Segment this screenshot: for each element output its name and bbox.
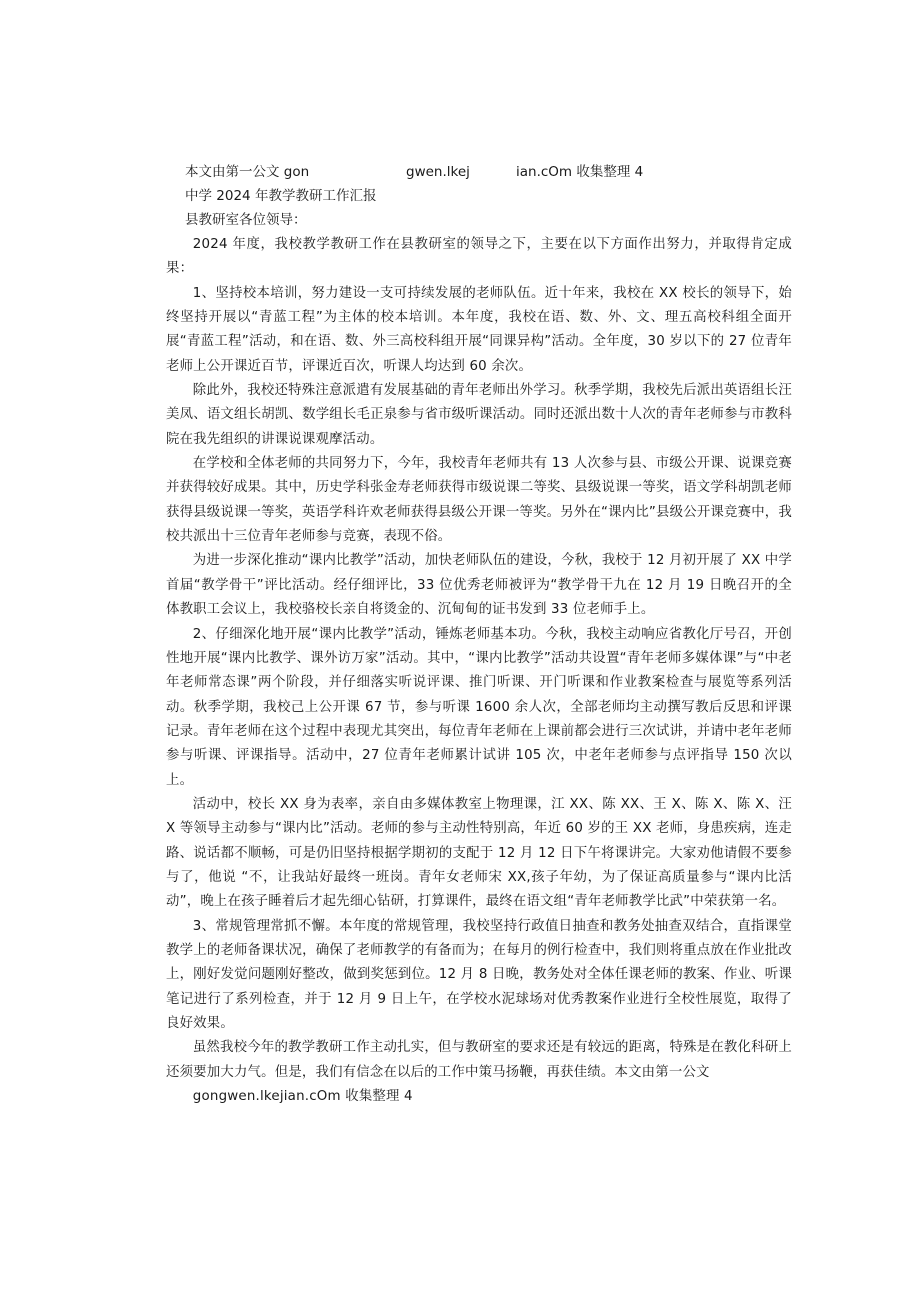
paragraph-competition-results: 在学校和全体老师的共同努力下，今年，我校青年老师共有 13 人次参与县、市级公开课、说课竞赛并获得较好成果。其中，历史学科张金寿老师获得市级说课二等奖、县级说课一等奖，语文学科胡凯老师获得县级说课一等奖，英语学科许欢老师获得县级公开课一等奖。另外在“课内比”县级公开课竞赛中，我校共派出十三位青年老师参与竞赛，表现不俗。 — [166, 456, 792, 545]
paragraph-routine-management: 3、常规管理常抓不懈。本年度的常规管理，我校坚持行政值日抽查和教务处抽查双结合，直指课堂教学上的老师备课状况，确保了老师教学的有备而为；在每月的例行检查中，我们则将重点放在作业批改上，刚好发觉问题刚好整改，做到奖惩到位。12 月 8 日晚，教务处对全体任课老师的教案、作业、听课笔记进行了系列检查，并于 12 月 9 日上午，在学校水泥球场对优秀教案作业进行全校性展览，取得了良好效果。 — [166, 918, 792, 1031]
paragraph-in-class-competition: 2、仔细深化地开展“课内比教学”活动，锤炼老师基本功。今秋，我校主动响应省教化厅号召，开创性地开展“课内比教学、课外访万家”活动。其中，“课内比教学”活动共设置“青年老师多媒体课”与“中老年老师常态课”两个阶段，并仔细落实听说评课、推门听课、开门听课和作业教案检查与展览等系列活动。秋季学期，我校己上公开课 67 节，参与听课 1600 余人次，全部老师均主动撰写教后反思和评课记录。青年老师在这个过程中表现尤其突出，每位青年老师在上课前都会进行三次试讲，并请中老年老师参与听课、评课指导。活动中，27 位青年老师累计试讲 105 次，中老年老师参与点评指导 150 次以上。 — [166, 626, 792, 788]
paragraph-outside-study: 除此外，我校还特殊注意派遣有发展基础的青年老师出外学习。秋季学期，我校先后派出英语组长汪美凤、语文组长胡凯、数学组长毛正泉参与省市级听课活动。同时还派出数十人次的青年老师参与市教科院在我先组织的讲课说课观摩活动。 — [166, 383, 792, 447]
paragraph-school-training: 1、坚持校本培训，努力建设一支可持续发展的老师队伍。近十年来，我校在 XX 校长的领导下，始终坚持开展以“青蓝工程”为主体的校本培训。本年度，我校在语、数、外、文、理五高校科组全面开展“青蓝工程”活动，和在语、数、外三高校科组开展“同课异构”活动。全年度，30 岁以下的 27 位青年老师上公开课近百节，评课近百次，听课人均达到 60 余次。 — [166, 285, 792, 374]
source-footer: gongwen.lkejian.cOm 收集整理 4 — [192, 1089, 413, 1105]
source-header — [185, 162, 745, 182]
source-header-part-3: ian.cOm 收集整理 4 — [516, 164, 644, 180]
source-header-part-2: gwen.lkej — [406, 164, 470, 180]
paragraph-conclusion: 虽然我校今年的教学教研工作主动扎实，但与教研室的要求还是有较远的距离，特殊是在教化科研上还须要加大力气。但是，我们有信念在以后的工作中策马扬鞭，再获佳绩。本文由第一公文 — [166, 1040, 792, 1080]
document-body — [166, 233, 792, 1109]
source-header-part-1: 本文由第一公文 gon — [185, 164, 310, 180]
document-title: 中学 2024 年教学教研工作汇报 — [185, 188, 377, 204]
paragraph-intro: 2024 年度，我校教学教研工作在县教研室的领导之下，主要在以下方面作出努力，并取得肯定成果： — [166, 237, 792, 277]
salutation: 县教研室各位领导： — [185, 212, 307, 228]
paragraph-teaching-backbone: 为进一步深化推动“课内比教学”活动，加快老师队伍的建设，今秋，我校于 12 月初开展了 XX 中学首届“教学骨干”评比活动。经仔细评比，33 位优秀老师被评为“教学骨干九在 12 月 19 日晚召开的全体教职工会议上，我校骆校长亲自将烫金的、沉甸甸的证书发到 33 位老师手上。 — [166, 553, 792, 618]
paragraph-activity-participation: 活动中，校长 XX 身为表率，亲自由多媒体教室上物理课，江 XX、陈 XX、王 X、陈 X、陈 X、汪 X 等领导主动参与“课内比”活动。老师的参与主动性特别高，年近 60 岁的王 XX 老师，身患疾病，连走路、说话都不顺畅，可是仍旧坚持根据学期初的支配于 12 月 12 日下午将课讲完。大家劝他请假不要参与了，他说 “不，让我站好最终一班岗。青年女老师宋 XX,孩子年幼，为了保证高质量参与“课内比活动”，晚上在孩子睡着后才起先细心钻研，打算课件，最终在语文组“青年老师教学比武”中荣获第一名。 — [166, 796, 792, 910]
